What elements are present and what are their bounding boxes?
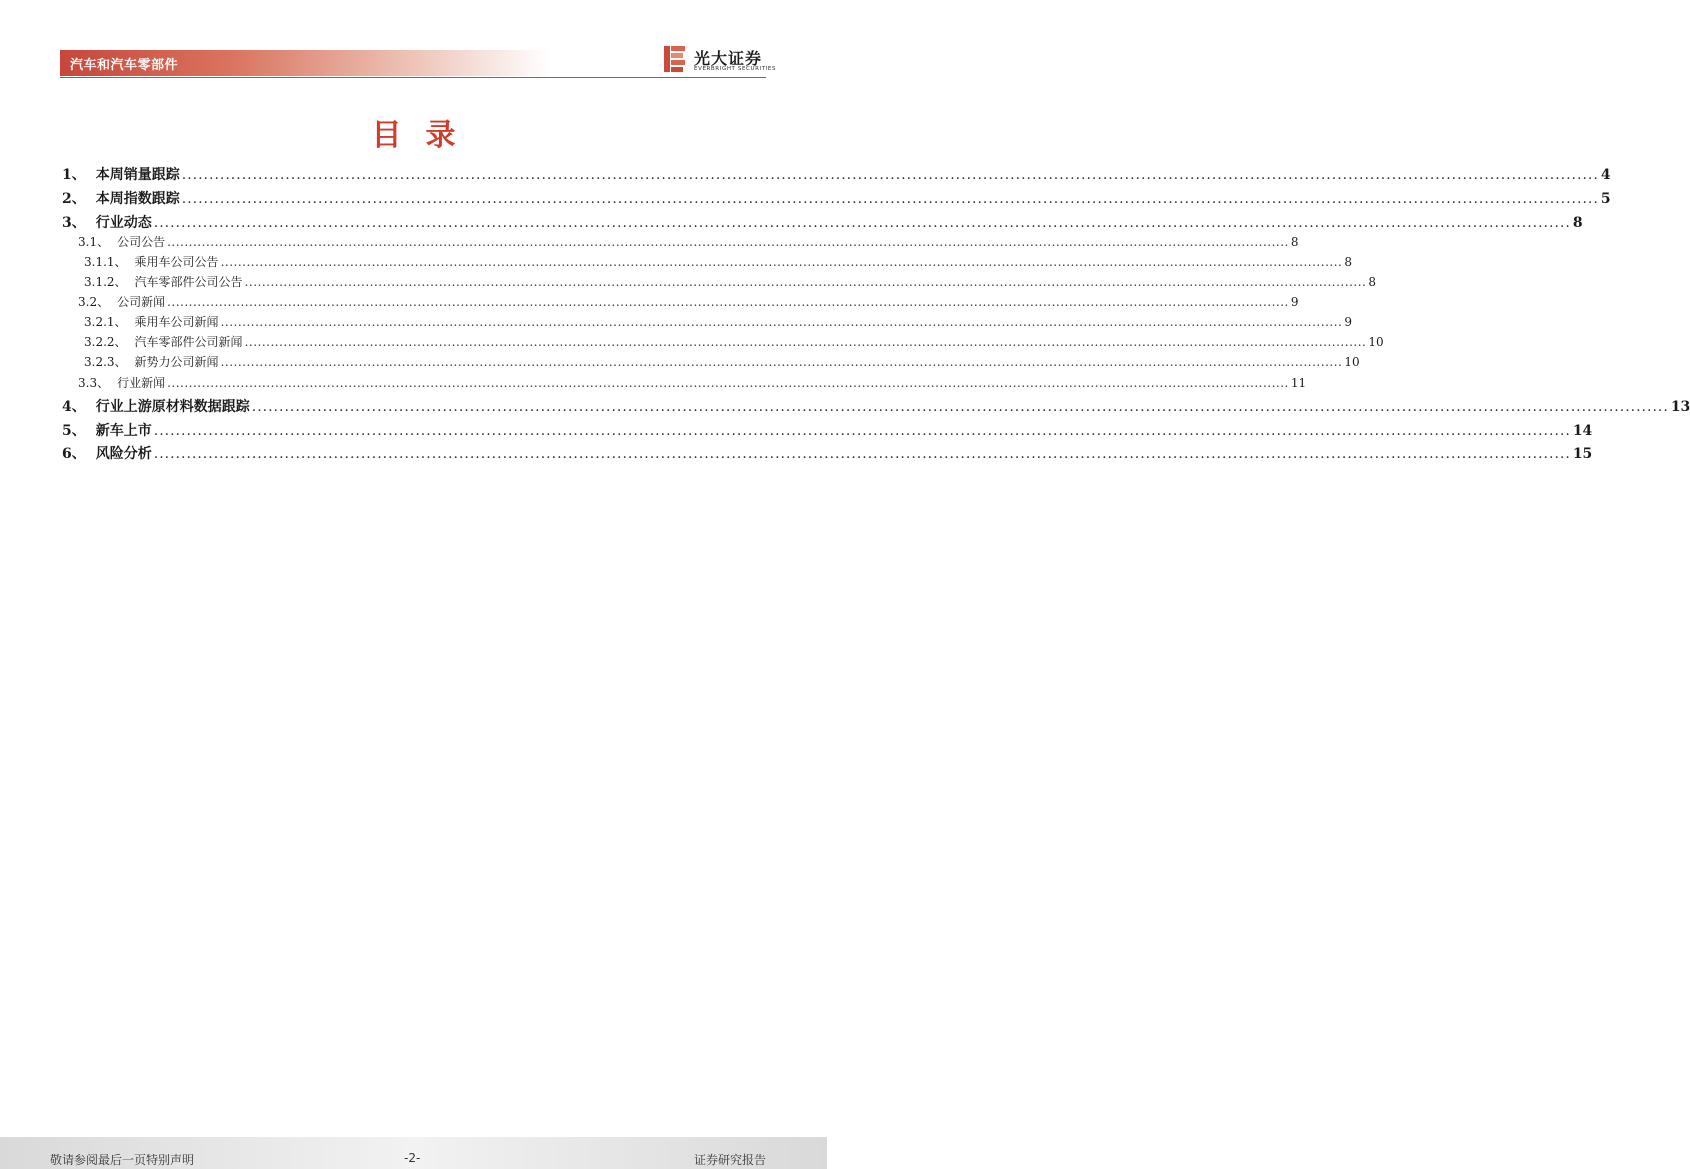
toc-entry-page: 14 — [1572, 423, 1593, 439]
toc-entry-label: 汽车零部件公司公告 — [134, 275, 243, 289]
toc-entry[interactable] — [62, 443, 1593, 463]
toc-dot-leader: .................................................................................................................................................................................................................................................................... — [220, 355, 1343, 369]
logo-text-en: EVERBRIGHT SECURITIES — [694, 66, 777, 72]
toc-entry[interactable] — [84, 353, 1360, 371]
toc-entry-page: 8 — [1290, 235, 1299, 249]
toc-entry-page: 11 — [1290, 376, 1307, 390]
toc-entry[interactable] — [62, 188, 1611, 208]
toc-entry[interactable] — [62, 164, 1611, 184]
toc-dot-leader: .................................................................................................................................................................................................................................................................... — [167, 295, 1289, 309]
toc-entry[interactable] — [78, 374, 1307, 392]
toc-dot-leader: .................................................................................................................................................................................................................................................................... — [167, 376, 1289, 390]
toc-dot-leader: .................................................................................................................................................................................................................................................................... — [181, 167, 1599, 183]
toc-entry-label: 行业新闻 — [117, 376, 166, 390]
toc-entry[interactable] — [62, 396, 1690, 416]
toc-entry-label: 公司新闻 — [117, 295, 166, 309]
toc-entry[interactable] — [84, 313, 1352, 331]
toc-entry[interactable] — [84, 253, 1352, 271]
toc-entry-page: 15 — [1572, 446, 1593, 462]
toc-entry-number: 3.1、 — [78, 235, 110, 249]
toc-dot-leader: .................................................................................................................................................................................................................................................................... — [220, 255, 1343, 269]
footer-disclaimer: 敬请参阅最后一页特别声明 — [50, 1153, 195, 1167]
toc-entry[interactable] — [62, 212, 1583, 232]
toc-entry[interactable] — [78, 233, 1299, 251]
toc-entry[interactable] — [84, 273, 1376, 291]
toc-entry-number: 3.2、 — [78, 295, 110, 309]
header-divider — [60, 77, 766, 78]
toc-entry-number: 4、 — [62, 399, 86, 415]
toc-entry-number: 3.2.1、 — [84, 315, 127, 329]
toc-entry-number: 5、 — [62, 423, 86, 439]
toc-entry-label: 行业动态 — [95, 215, 152, 231]
toc-dot-leader: .................................................................................................................................................................................................................................................................... — [167, 235, 1289, 249]
toc-entry-page: 8 — [1344, 255, 1352, 269]
toc-entry-label: 行业上游原材料数据跟踪 — [95, 399, 250, 415]
toc-entry-label: 公司公告 — [117, 235, 166, 249]
toc-entry-page: 9 — [1290, 295, 1299, 309]
toc-entry-number: 2、 — [62, 191, 86, 207]
everbright-logo-icon — [663, 44, 687, 74]
toc-entry-page: 10 — [1344, 355, 1360, 369]
toc-dot-leader: .................................................................................................................................................................................................................................................................... — [220, 315, 1343, 329]
page-title: 目录 — [371, 118, 480, 153]
toc-entry-number: 3.1.2、 — [84, 275, 127, 289]
footer-report-type: 证券研究报告 — [694, 1153, 767, 1167]
toc-entry-number: 6、 — [62, 446, 86, 462]
toc-entry-label: 本周销量跟踪 — [95, 167, 180, 183]
toc-entry-page: 4 — [1600, 167, 1611, 183]
toc-entry-page: 13 — [1670, 399, 1690, 415]
footer-page-number: -2- — [404, 1151, 421, 1165]
toc-dot-leader: .................................................................................................................................................................................................................................................................... — [153, 215, 1571, 231]
toc-entry-number: 3.2.3、 — [84, 355, 127, 369]
toc-entry-label: 汽车零部件公司新闻 — [134, 335, 243, 349]
toc-entry-page: 9 — [1344, 315, 1352, 329]
toc-dot-leader: .................................................................................................................................................................................................................................................................... — [251, 399, 1669, 415]
toc-entry-label: 本周指数跟踪 — [95, 191, 180, 207]
toc-entry-page: 8 — [1572, 215, 1583, 231]
toc-entry-page: 8 — [1368, 275, 1376, 289]
toc-entry-label: 新势力公司新闻 — [134, 355, 219, 369]
toc-entry-number: 3.2.2、 — [84, 335, 127, 349]
toc-entry-number: 3.1.1、 — [84, 255, 127, 269]
toc-entry[interactable] — [84, 333, 1384, 351]
toc-entry[interactable] — [62, 420, 1593, 440]
toc-entry-number: 3、 — [62, 215, 86, 231]
toc-entry-label: 风险分析 — [95, 446, 152, 462]
toc-entry-number: 1、 — [62, 167, 86, 183]
toc-entry-number: 3.3、 — [78, 376, 110, 390]
toc-dot-leader: .................................................................................................................................................................................................................................................................... — [153, 446, 1571, 462]
toc-entry-page: 5 — [1600, 191, 1611, 207]
toc-dot-leader: .................................................................................................................................................................................................................................................................... — [244, 275, 1367, 289]
toc-entry[interactable] — [78, 293, 1299, 311]
toc-dot-leader: .................................................................................................................................................................................................................................................................... — [153, 423, 1571, 439]
toc-entry-label: 新车上市 — [95, 423, 152, 439]
logo-text-cn: 光大证券 — [694, 49, 763, 68]
toc-entry-label: 乘用车公司新闻 — [134, 315, 219, 329]
toc-dot-leader: .................................................................................................................................................................................................................................................................... — [181, 191, 1599, 207]
toc-dot-leader: .................................................................................................................................................................................................................................................................... — [244, 335, 1367, 349]
header-section-title: 汽车和汽车零部件 — [70, 58, 179, 73]
toc-entry-page: 10 — [1368, 335, 1384, 349]
toc-entry-label: 乘用车公司公告 — [134, 255, 219, 269]
